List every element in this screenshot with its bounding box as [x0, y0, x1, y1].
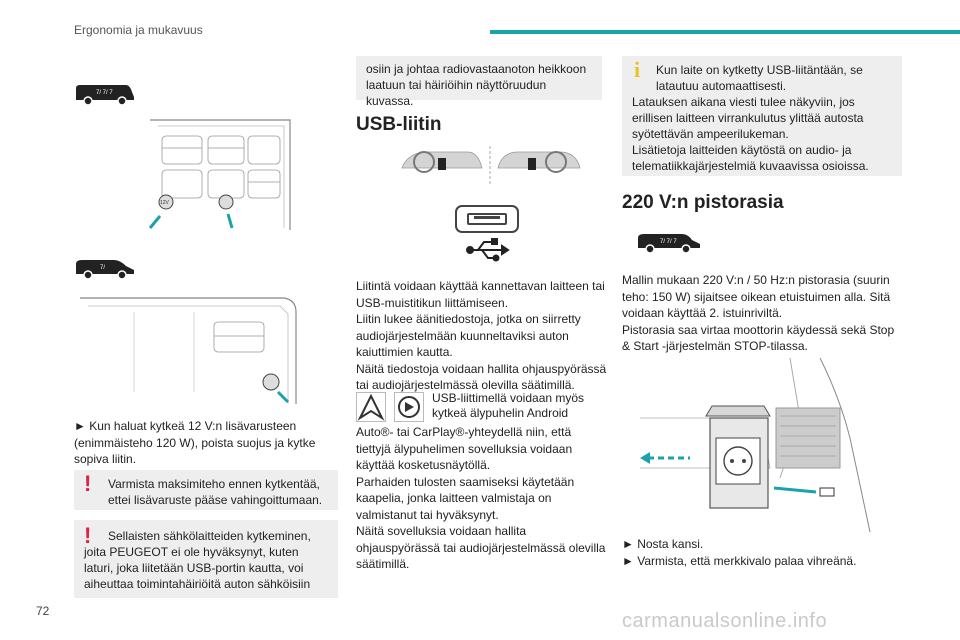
- socket-para-1: Mallin mukaan 220 V:n / 50 Hz:n pistorasia (suurin teho: 150 W) sijaitsee oikean etuistuimen alla. Sitä voidaan käyttää 2. istuinriviltä.: [622, 273, 891, 320]
- carplay-icon: [394, 392, 424, 422]
- van-badge-text-3: 7/ 7/ 7: [660, 239, 677, 245]
- van-icon-220v: [636, 230, 702, 254]
- warning-text-2: Sellaisten sähkölaitteiden kytkeminen, joita PEUGEOT ei ole hyväksynyt, kuten laturi, joka liitetään USB-portin kautta, voi aiheuttaa toimintahäiriöitä auton sähköisiin: [84, 529, 311, 591]
- socket-steps: [622, 536, 904, 569]
- socket-label: 12V: [160, 200, 169, 206]
- smartphone-connect-text: USB-liittimellä voidaan myös kytkeä älypuhelin Android: [432, 391, 585, 420]
- usb-heading: USB-liitin: [356, 114, 442, 135]
- note-continuation: osiin ja johtaa radiovastaanoton heikkoon laatuun tai häiriöihin näyttöruudun kuvassa.: [356, 56, 602, 100]
- info-line-2: Latauksen aikana viesti tulee näkyviin, jos erillisen laitteen virrankulutus ylittää autosta syötettävän ampeerilukeman.: [632, 95, 864, 141]
- short-van-icon: [74, 256, 136, 280]
- usb-para-3: Näitä tiedostoja voidaan hallita ohjauspyörässä tai audiojärjestelmässä olevilla säätimillä.: [356, 361, 607, 392]
- usb-port-icon: [454, 204, 520, 264]
- watermark: carmanualsonline.info: [622, 610, 828, 632]
- socket-para-2: Pistorasia saa virtaa moottorin käydessä sekä Stop & Start -järjestelmän STOP-tilassa.: [622, 322, 895, 353]
- android-auto-icon: [356, 392, 386, 422]
- warning-text: Varmista maksimiteho ennen kytkentää, ettei lisävaruste pääse vahingoittumaan.: [108, 477, 323, 507]
- socket-220v-illustration: [640, 358, 898, 532]
- long-van-icon: [74, 82, 136, 106]
- interior-top-view-illustration: [140, 112, 300, 234]
- socket-description: [622, 272, 904, 355]
- step-check-light: ► Varmista, että merkkivalo palaa vihreänä.: [622, 553, 857, 568]
- cab-top-view-illustration: [74, 292, 302, 408]
- section-title: Ergonomia ja mukavuus: [74, 23, 203, 37]
- header-accent-bar: [490, 30, 960, 34]
- page-number: 72: [36, 604, 50, 618]
- socket-heading: 220 V:n pistorasia: [622, 192, 784, 213]
- info-icon: i: [634, 57, 641, 82]
- dashboard-usb-location-illustration: [398, 144, 582, 186]
- info-line-3: Lisätietoja laitteiden käytöstä on audio- ja telematiikkajärjestelmiä kuvaavissa osioissa.: [632, 143, 869, 173]
- warning-icon: !: [84, 471, 92, 496]
- smartphone-description: [356, 424, 608, 573]
- warning-icon-2: !: [84, 523, 92, 548]
- van-badge-text: 7/ 7/ 7: [96, 90, 113, 96]
- step-lift-cover: ► Nosta kansi.: [622, 537, 704, 551]
- instruction-text: ► Kun haluat kytkeä 12 V:n lisävarusteen (enimmäisteho 120 W), poista suojus ja kytke sopiva liitin.: [74, 419, 316, 466]
- cable-para: Parhaiden tulosten saamiseksi käytetään kaapelia, jonka laitteen valmistaja on valmistanut tai hyväksynyt.: [356, 474, 575, 522]
- info-note-usb-charging: [622, 56, 902, 176]
- usb-para-2: Liitin lukee äänitiedostoja, jotka on siirretty audiojärjestelmään kuunneltaviksi auton kaiuttimien kautta.: [356, 312, 581, 359]
- usb-description: [356, 278, 608, 394]
- warning-note-max-power: [74, 470, 338, 510]
- usb-para-1: Liitintä voidaan käyttää kannettavan laitteen tai USB-muistitikun liittämiseen.: [356, 279, 605, 310]
- van-badge-text-2: 7/: [100, 265, 106, 271]
- warning-note-unapproved-devices: [74, 520, 338, 598]
- controls-para: Näitä sovelluksia voidaan hallita ohjauspyörässä tai audiojärjestelmässä olevilla säätimillä.: [356, 524, 606, 571]
- info-line-1: Kun laite on kytketty USB-liitäntään, se latautuu automaattisesti.: [656, 63, 863, 93]
- smartphone-para: Auto®- tai CarPlay®-yhteydellä niin, että tiettyjä älypuhelimen sovelluksia voidaan käyttää kosketusnäytöllä.: [356, 425, 573, 472]
